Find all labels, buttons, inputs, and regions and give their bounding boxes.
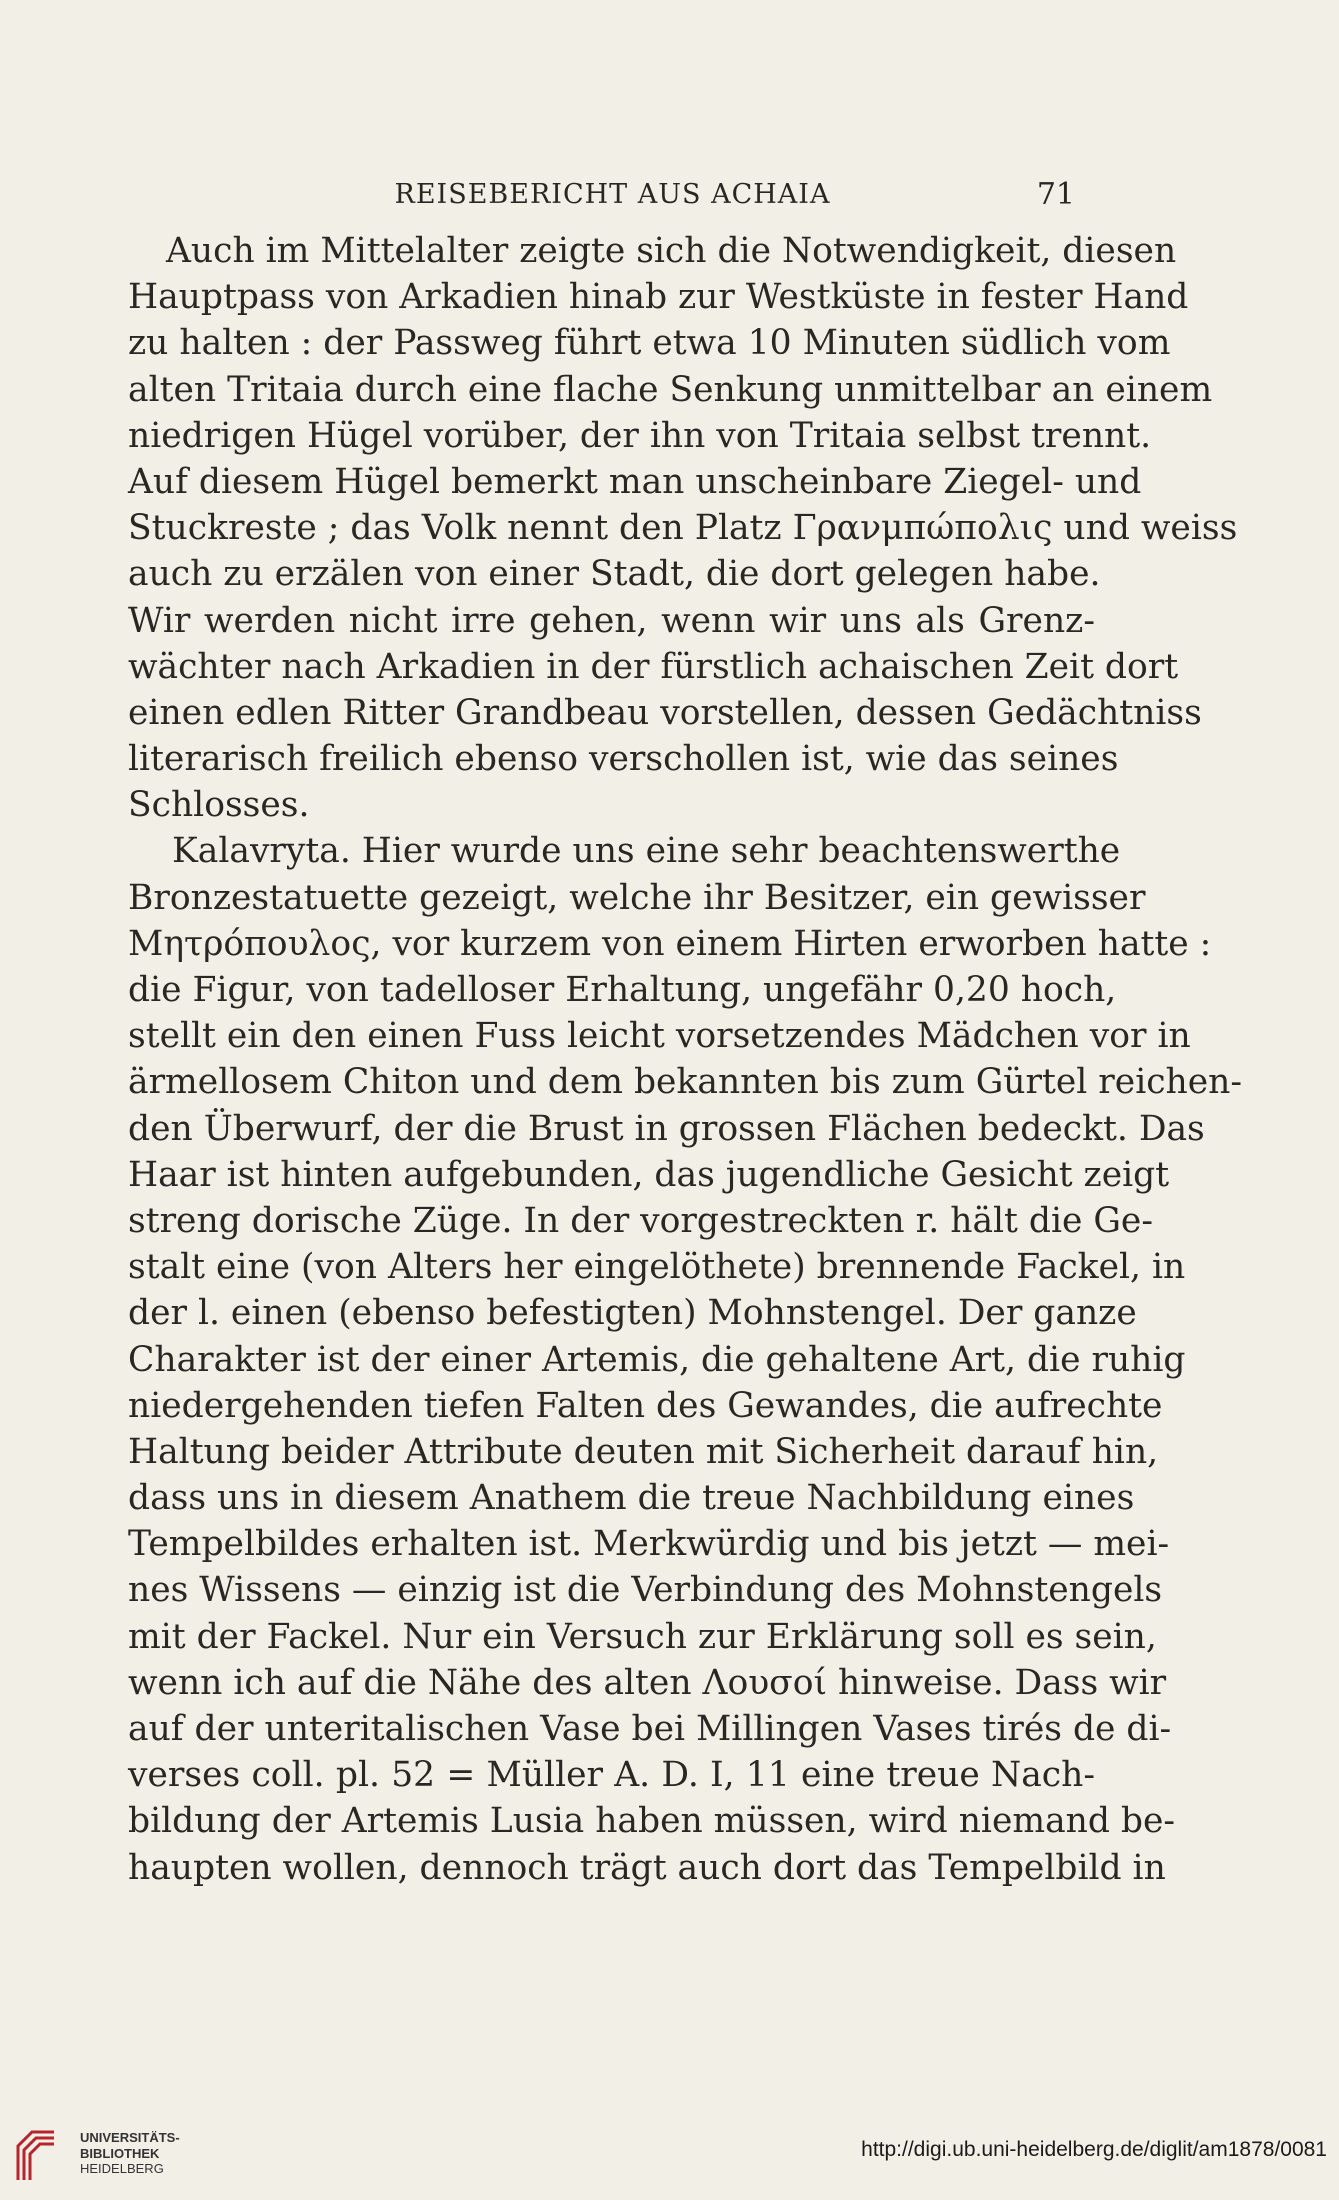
text-line: Bronzestatuette gezeigt, welche ihr Besitzer, ein gewisser bbox=[128, 877, 1146, 918]
page-body bbox=[128, 228, 1243, 1891]
text-line: den Überwurf, der die Brust in grossen Flächen bedeckt. Das bbox=[128, 1108, 1205, 1149]
text-line: niedergehenden tiefen Falten des Gewandes, die aufrechte bbox=[128, 1385, 1163, 1426]
text-line: Charakter ist der einer Artemis, die gehaltene Art, die ruhig bbox=[128, 1339, 1186, 1380]
logo-line: UNIVERSITÄTS- bbox=[80, 2130, 180, 2145]
text-line: stalt eine (von Alters her eingelöthete) brennende Fackel, in bbox=[128, 1247, 1186, 1288]
text-line: Kalavryta. Hier wurde uns eine sehr beachtenswerthe bbox=[172, 831, 1121, 872]
page-number: 71 bbox=[1036, 177, 1075, 212]
text-line: alten Tritaia durch eine flache Senkung unmittelbar an einem bbox=[128, 369, 1213, 410]
text-line: nes Wissens — einzig ist die Verbindung des Mohnstengels bbox=[128, 1570, 1163, 1611]
logo-line: HEIDELBERG bbox=[80, 2161, 164, 2176]
text-line: Stuckreste ; das Volk nennt den Platz Γρανμπώπολις und weiss bbox=[128, 508, 1238, 549]
text-line: die Figur, von tadelloser Erhaltung, ungefähr 0,20 hoch, bbox=[128, 970, 1117, 1010]
text-line: streng dorische Züge. In der vorgestreckten r. hält die Ge- bbox=[128, 1200, 1154, 1241]
library-logo bbox=[14, 2126, 184, 2184]
text-line: niedrigen Hügel vorüber, der ihn von Tritaia selbst trennt. bbox=[128, 415, 1152, 456]
paragraph-2 bbox=[128, 828, 1243, 1890]
text-line: Auch im Mittelalter zeigte sich die Notwendigkeit, diesen bbox=[166, 231, 1177, 271]
text-line: einen edlen Ritter Grandbeau vorstellen, dessen Gedächtniss bbox=[128, 692, 1202, 733]
source-url[interactable]: http://digi.ub.uni-heidelberg.de/diglit/am1878/0081 bbox=[861, 2138, 1327, 2161]
text-line: stellt ein den einen Fuss leicht vorsetzendes Mädchen vor in bbox=[128, 1016, 1191, 1057]
text-line: wenn ich auf die Nähe des alten Λουσοί hinweise. Dass wir bbox=[128, 1662, 1167, 1703]
text-line: bildung der Artemis Lusia haben müssen, wird niemand be- bbox=[128, 1801, 1176, 1842]
text-line: dass uns in diesem Anathem die treue Nachbildung eines bbox=[128, 1478, 1135, 1519]
text-line: verses coll. pl. 52 = Müller A. D. I, 11 eine treue Nach- bbox=[128, 1755, 1095, 1796]
text-line: Haar ist hinten aufgebunden, das jugendliche Gesicht zeigt bbox=[128, 1154, 1170, 1195]
paragraph-1 bbox=[128, 228, 1238, 828]
text-line: Μητρόπουλος, vor kurzem von einem Hirten erworben hatte : bbox=[128, 923, 1212, 964]
running-header bbox=[130, 175, 1095, 215]
text-line: ärmellosem Chiton und dem bekannten bis zum Gürtel reichen- bbox=[128, 1062, 1243, 1103]
text-line: Auf diesem Hügel bemerkt man unscheinbare Ziegel- und bbox=[128, 461, 1142, 502]
text-line: Haltung beider Attribute deuten mit Sicherheit darauf hin, bbox=[128, 1431, 1159, 1472]
running-title: REISEBERICHT AUS ACHAIA bbox=[394, 179, 831, 210]
text-line: auf der unteritalischen Vase bei Millingen Vases tirés de di- bbox=[128, 1709, 1172, 1749]
text-line: mit der Fackel. Nur ein Versuch zur Erklärung soll es sein, bbox=[128, 1616, 1157, 1657]
text-line: zu halten : der Passweg führt etwa 10 Minuten südlich vom bbox=[128, 323, 1171, 364]
text-line: Hauptpass von Arkadien hinab zur Westküste in fester Hand bbox=[128, 277, 1189, 318]
logo-line: BIBLIOTHEK bbox=[80, 2145, 160, 2161]
text-line: Wir werden nicht irre gehen, wenn wir uns als Grenz- bbox=[128, 600, 1095, 641]
text-line: haupten wollen, dennoch trägt auch dort das Tempelbild in bbox=[128, 1847, 1166, 1888]
text-line: wächter nach Arkadien in der fürstlich achaischen Zeit dort bbox=[128, 646, 1179, 687]
text-line: literarisch freilich ebenso verschollen ist, wie das seines bbox=[128, 739, 1119, 780]
text-line: der l. einen (ebenso befestigten) Mohnstengel. Der ganze bbox=[128, 1293, 1137, 1334]
text-line: Tempelbildes erhalten ist. Merkwürdig und bis jetzt — mei- bbox=[128, 1524, 1170, 1565]
library-logo-icon bbox=[14, 2126, 58, 2184]
library-logo-text bbox=[80, 2130, 180, 2177]
text-line: Schlosses. bbox=[128, 785, 310, 826]
text-line: auch zu erzälen von einer Stadt, die dort gelegen habe. bbox=[128, 554, 1101, 595]
